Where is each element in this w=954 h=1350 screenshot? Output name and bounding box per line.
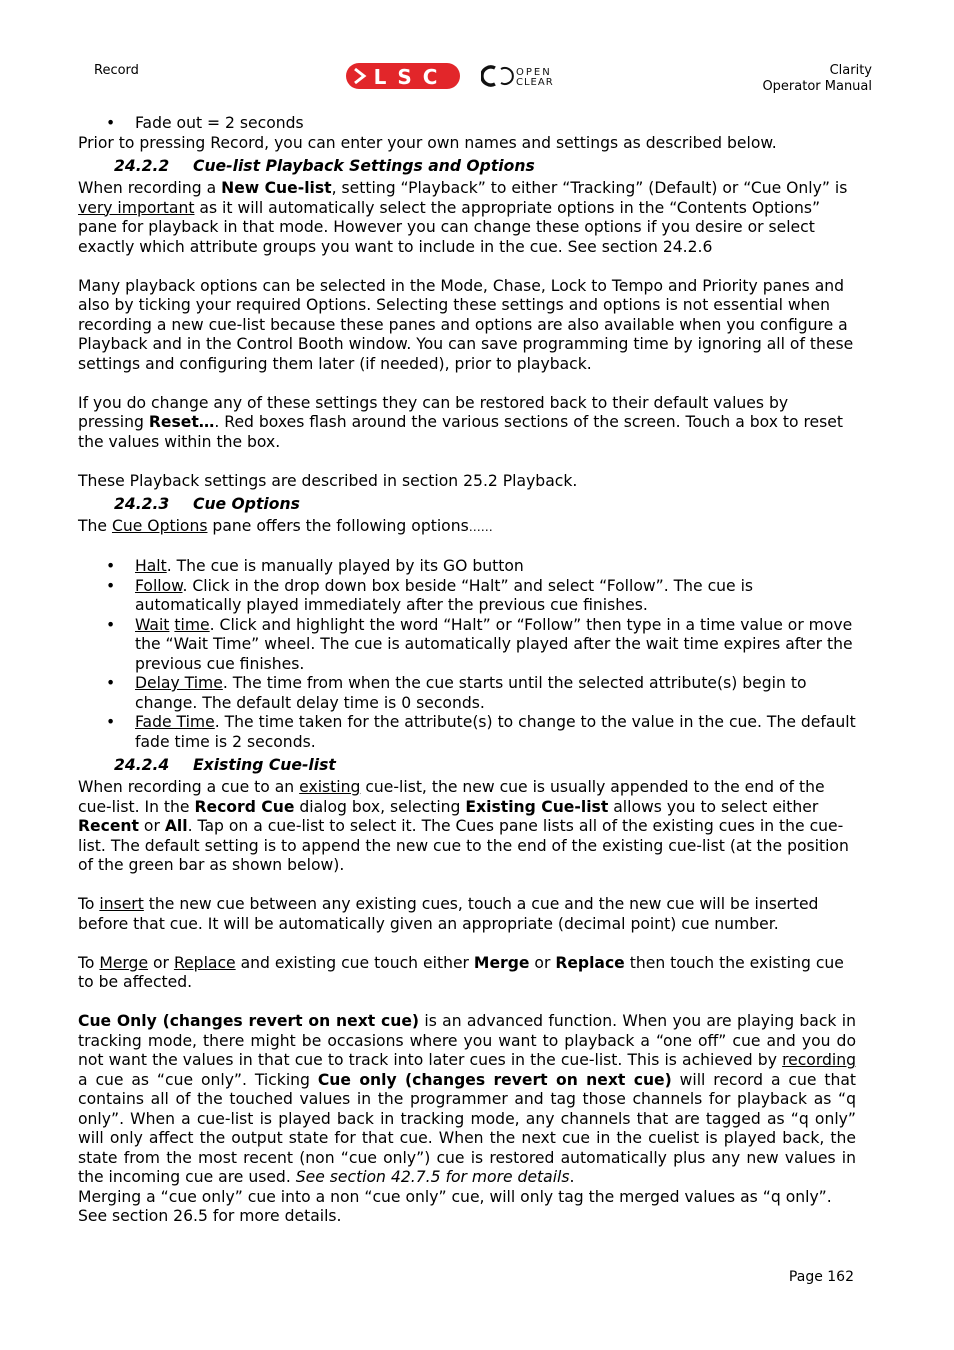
heading-number: 24.2.3 (114, 495, 170, 513)
text-run: The (78, 517, 112, 535)
paragraph (78, 1012, 856, 1188)
bold-term: Merge (473, 953, 530, 972)
paragraph (78, 778, 856, 876)
heading-number: 24.2.2 (114, 157, 170, 175)
text-run: and existing cue touch either (235, 953, 474, 972)
bold-term: Existing Cue-list (465, 797, 609, 816)
header-doc: Operator Manual (762, 79, 872, 94)
underlined-term: insert (99, 895, 144, 913)
intro-list (78, 114, 856, 134)
paragraph (78, 895, 856, 934)
open-clear-logo-text-1: OPEN (516, 67, 552, 78)
list-item (78, 713, 856, 752)
underlined-term: Fade Time (135, 713, 215, 731)
text-run: cue-list, the new cue is usually appended to the end of the cue-list. In the (78, 778, 825, 816)
lsc-logo (345, 62, 461, 90)
open-clear-logo (481, 64, 579, 88)
paragraph: Merging a “cue only” cue into a non “cue only” cue, will only tag the merged values as “q only”. See section 26.5 for more details. (78, 1187, 832, 1225)
text-run: as it will automatically select the appropriate options in the “Contents Options” pane for playback in that mode. However you can change these options if you desire or select exactly which attribute groups you want to include in the cue. See section 24.2.6 (78, 198, 821, 256)
text-run: a cue as “cue only”. Ticking (78, 1070, 318, 1089)
header-right (762, 63, 872, 95)
underlined-term: recording (782, 1051, 856, 1069)
cue-options-list (78, 557, 856, 752)
text-run: When recording a (78, 179, 222, 197)
text-run: or (138, 817, 165, 835)
paragraph: These Playback settings are described in section 25.2 Playback. (78, 471, 578, 490)
bold-term: All (164, 817, 188, 835)
text-run: . The time taken for the attribute(s) to change to the value in the cue. The default fade time is 2 seconds. (135, 713, 856, 751)
text-run: or (148, 953, 174, 972)
text-run: dialog box, selecting (294, 797, 466, 816)
heading-title: Cue-list Playback Settings and Options (193, 157, 535, 175)
underlined-term: Replace (173, 953, 236, 972)
text-run: . Tap on a cue-list to select it. The Cues pane lists all of the existing cues in the cue-list. The default setting is to append the new cue to the end of the existing cue-list (at the position of the green bar as shown below). (78, 817, 849, 874)
text-run: . Red boxes flash around the various sections of the screen. Touch a box to reset the values within the box. (78, 413, 843, 451)
heading-24-2-2 (114, 155, 856, 177)
bold-term: Reset… (148, 413, 215, 431)
text-run: . Click in the drop down box beside “Halt” and select “Follow”. The cue is automatically played immediately after the previous cue finishes. (135, 576, 754, 614)
bold-term: Cue Only (changes revert on next cue) (78, 1012, 420, 1030)
text-run: the new cue between any existing cues, touch a cue and the new cue will be inserted before that cue. It will be automatically given an appropriate (decimal point) cue number. (78, 895, 819, 933)
page-number: Page 162 (788, 1269, 854, 1285)
underlined-term: Delay Time (135, 674, 223, 692)
underlined-term: very important (78, 198, 195, 217)
text-run: …… (468, 520, 493, 534)
list-item (78, 577, 856, 616)
text-run: then touch the existing cue to be affected. (78, 953, 844, 991)
underlined-term: time (174, 615, 210, 634)
text-run: . (569, 1168, 575, 1186)
underlined-term: Merge (99, 953, 149, 972)
text-run: When recording a cue to an (78, 778, 300, 796)
text-run: pane offers the following options (207, 517, 469, 535)
bold-term: Cue only (changes revert on next cue) (317, 1070, 672, 1089)
heading-24-2-3 (114, 493, 856, 515)
underlined-term: existing (299, 778, 361, 796)
underlined-term: Halt (135, 557, 167, 575)
paragraph (78, 394, 856, 453)
text-run: . The time from when the cue starts until the selected attribute(s) begin to change. The default delay time is 0 seconds. (135, 674, 807, 712)
list-item (78, 674, 856, 713)
header-product: Clarity (829, 63, 872, 78)
lsc-logo-text: LSC (373, 65, 449, 89)
text-run: or (529, 953, 556, 972)
paragraph (78, 954, 856, 993)
heading-24-2-4 (114, 754, 856, 776)
text-run: To (78, 953, 100, 972)
open-clear-logo-text-2: CLEAR (516, 77, 554, 88)
paragraph (78, 179, 856, 257)
italic-reference: See section 42.7.5 for more details (295, 1168, 570, 1186)
text-run: To (78, 895, 100, 913)
bold-term: Recent (78, 817, 139, 835)
intro-line: Prior to pressing Record, you can enter your own names and settings as described below. (78, 133, 777, 152)
list-item-text: Fade out = 2 seconds (135, 114, 304, 132)
text-run: . The cue is manually played by its GO button (166, 557, 524, 575)
bold-term: New Cue-list (221, 179, 332, 197)
heading-title: Existing Cue-list (193, 756, 336, 774)
underlined-term: Cue Options (111, 517, 208, 535)
page-body (78, 114, 856, 1227)
list-item (78, 557, 856, 577)
text-run: , setting “Playback” to either “Tracking” (Default) or “Cue Only” is (331, 179, 848, 197)
paragraph (78, 517, 856, 538)
list-item (78, 114, 856, 134)
text-run: If you do change any of these settings they can be restored back to their default values by pressing (78, 393, 789, 431)
text-run: . Click and highlight the word “Halt” or “Follow” then type in a time value or move the “Wait Time” wheel. The cue is automatically played after the wait time expires after the previous cue finishes. (135, 615, 853, 673)
bold-term: Record Cue (194, 797, 295, 816)
text-run: will record a cue that contains all of the touched values in the programmer and tag those channels for playback as “q only”. When a cue-list is played back in tracking mode, any channels that are tagged as “q only” will only affect the output state for that cue. When the next cue in the cuelist is played back, the state from the most recent (non “cue only”) cue is restored automatically plus any new values in the incoming cue are used. (78, 1070, 857, 1186)
text-run: is an advanced function. When you are playing back in tracking mode, there might be occasions where you want to playback a “one off” cue and you do not want the values in that cue to track into later cues in the cue-list. This is achieved by (78, 1012, 856, 1069)
paragraph: Many playback options can be selected in the Mode, Chase, Lock to Tempo and Priority panes and also by ticking your required Options. Selecting these settings and options is not essential when recording a new cue-list because these panes and options are also available when you configure a Playback and in the Control Booth window. You can save programming time by ignoring all of these settings and configuring them later (if needed), prior to playback. (78, 276, 854, 373)
underlined-term: Wait (135, 615, 170, 634)
heading-title: Cue Options (193, 495, 300, 513)
list-item (78, 616, 856, 675)
header-section: Record (94, 63, 139, 78)
bold-term: Replace (555, 953, 625, 972)
underlined-term: Follow (135, 576, 183, 595)
text-run: allows you to select either (608, 797, 819, 816)
heading-number: 24.2.4 (114, 756, 170, 774)
